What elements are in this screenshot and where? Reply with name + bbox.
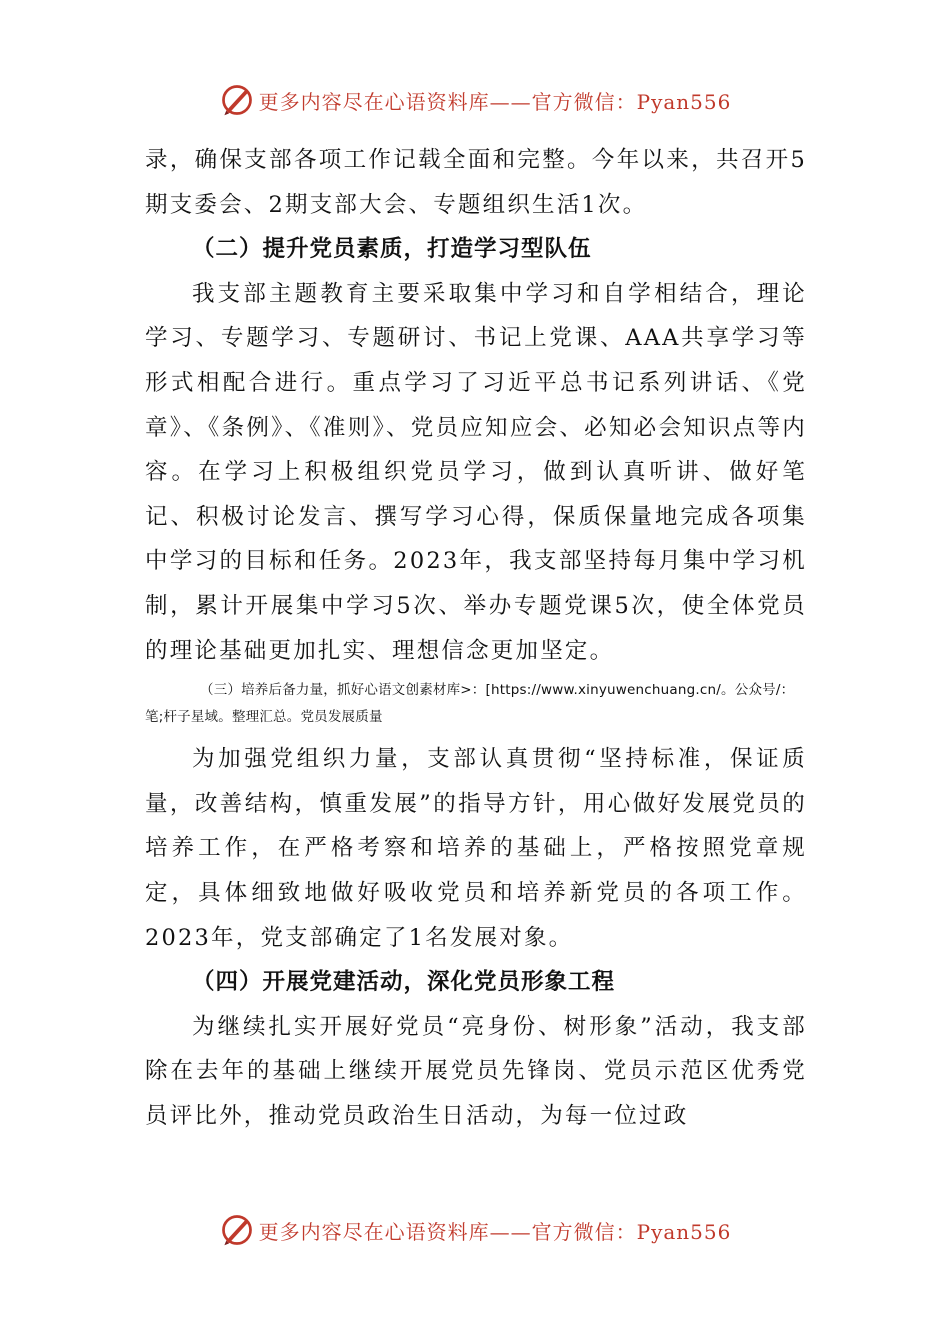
document-body (145, 138, 807, 1138)
banner-slogan: 更多内容尽在心语资料库——官方微信： (258, 1219, 637, 1244)
banner-text (259, 1216, 732, 1245)
banner-text (259, 86, 732, 115)
section-heading-2: （二）提升党员素质，打造学习型队伍 (192, 236, 592, 263)
paragraph-1: 录，确保支部各项工作记载全面和完整。今年以来，共召开5期支委会、2期支部大会、专题组织生活1次。 (145, 147, 807, 218)
footer-watermark-banner (0, 1210, 950, 1250)
paragraph-4: 为继续扎实开展好党员“亮身份、树形象”活动，我支部除在去年的基础上继续开展党员先锋岗、党员示范区优秀党员评比外，推动党员政治生日活动，为每一位过政 (145, 1013, 807, 1129)
banner-wechat-id: Pyan556 (636, 1219, 732, 1244)
header-watermark-banner (0, 80, 950, 120)
paragraph-3: 为加强党组织力量，支部认真贯彻“坚持标准，保证质量，改善结构，慎重发展”的指导方针，用心做好发展党员的培养工作，在严格考察和培养的基础上，严格按照党章规定，具体细致地做好吸收党员和培养新党员的各项工作。2023年，党支部确定了1名发展对象。 (145, 746, 807, 951)
small-print-heading-3: （三）培养后备力量，抓好心语文创素材库>：[https://www.xinyuwenchuang.cn/。公众号/：笔;杆子星域。整理汇总。党员发展质量 (145, 682, 795, 726)
banner-slogan: 更多内容尽在心语资料库——官方微信： (258, 89, 637, 114)
pen-logo-icon (219, 82, 255, 118)
banner-wechat-id: Pyan556 (636, 89, 732, 114)
section-heading-4: （四）开展党建活动，深化党员形象工程 (192, 969, 616, 996)
paragraph-2: 我支部主题教育主要采取集中学习和自学相结合，理论学习、专题学习、专题研讨、书记上党课、AAA共享学习等形式相配合进行。重点学习了习近平总书记系列讲话、《党章》、《条例》、《准则》、党员应知应会、必知必会知识点等内容。在学习上积极组织党员学习，做到认真听讲、做好笔记、积极讨论发言、撰写学习心得，保质保量地完成各项集中学习的目标和任务。2023年，我支部坚持每月集中学习机制，累计开展集中学习5次、举办专题党课5次，使全体党员的理论基础更加扎实、理想信念更加坚定。 (145, 280, 807, 664)
pen-logo-icon (219, 1212, 255, 1248)
